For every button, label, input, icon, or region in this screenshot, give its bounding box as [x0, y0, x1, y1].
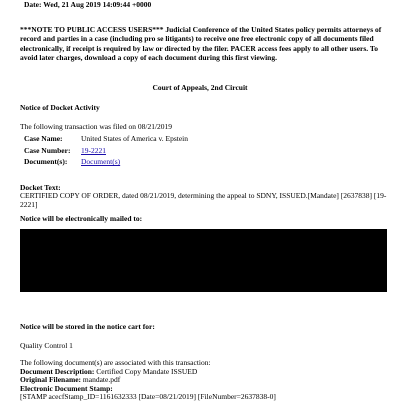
docket-text-body: CERTIFIED COPY OF ORDER, dated 08/21/2019, determining the appeal to SDNY, ISSUED.[Mandate] [2637838] [19-2221]	[20, 191, 387, 210]
description-label: Document Description:	[20, 366, 95, 376]
redacted-recipients-block	[20, 229, 387, 292]
stamp-value: [STAMP acecfStamp_ID=1161632333 [Date=08/21/2019] [FileNumber=2637838-0]	[20, 392, 276, 402]
case-number-label: Case Number:	[24, 145, 71, 155]
filename-value: mandate.pdf	[82, 375, 121, 385]
notice-cart-heading: Notice will be stored in the notice cart for:	[20, 322, 155, 331]
docket-text-heading: Docket Text:	[20, 183, 61, 192]
case-name-row	[24, 133, 190, 145]
documents-label: Document(s):	[24, 157, 68, 167]
case-number-link[interactable]: 19-2221	[81, 145, 106, 155]
case-info-table	[24, 133, 190, 168]
documents-row	[24, 156, 190, 168]
case-number-row	[24, 145, 190, 157]
description-value: Certified Copy Mandate ISSUED	[96, 366, 198, 376]
documents-link[interactable]: Document(s)	[81, 157, 121, 167]
filed-date-line: The following transaction was filed on 08/21/2019	[20, 122, 173, 131]
stamp-label: Electronic Document Stamp:	[20, 383, 113, 393]
associated-documents	[20, 359, 395, 402]
filename-label: Original Filename:	[20, 375, 82, 385]
notice-cart-recipient: Quality Control 1	[20, 341, 73, 350]
case-name-value: United States of America v. Epstein	[81, 134, 188, 144]
associated-intro: The following document(s) are associated with this transaction:	[20, 358, 211, 367]
email-date-header: Date: Wed, 21 Aug 2019 14:09:44 +0000	[24, 0, 152, 9]
public-access-notice: ***NOTE TO PUBLIC ACCESS USERS*** Judicial Conference of the United States policy permits attorneys of record and parties in a case (including pro se litigants) to receive one free electronic copy of all documents filed electronically, if receipt is required by law or directed by the filer. PACER access fees apply to all other users. To avoid later charges, download a copy of each document during this first viewing.	[20, 25, 382, 62]
docket-activity-heading: Notice of Docket Activity	[20, 103, 100, 112]
case-name-label: Case Name:	[24, 134, 63, 144]
court-name: Court of Appeals, 2nd Circuit	[152, 83, 248, 92]
mailed-recipients-heading: Notice will be electronically mailed to:	[20, 214, 143, 223]
